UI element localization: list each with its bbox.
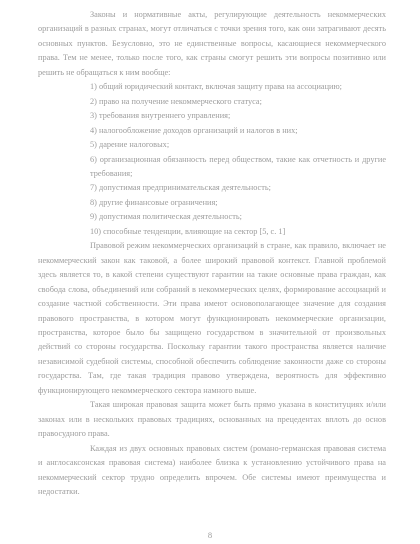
list-item: 10) способные тенденции, влияющие на сектор [5, с. 1] [90, 226, 286, 236]
list-item: 7) допустимая предпринимательская деятельность; [90, 183, 271, 193]
document-body [38, 8, 386, 499]
list-item: 1) общий юридический контакт, включая защиту права на ассоциацию; [90, 82, 342, 92]
list-item: 6) организационная обязанность перед обществом, такие как отчетность и другие требования; [90, 154, 386, 178]
list-item: 9) допустимая политическая деятельность; [90, 212, 242, 222]
body-paragraph: Такая широкая правовая защита может быть прямо указана в конституциях и/или законах или в нескольких правовых традициях, основанных на прецедентах вплоть до основ правосудного права. [38, 400, 386, 439]
list-item: 2) право на получение некоммерческого статуса; [90, 96, 262, 106]
intro-paragraph: Законы и нормативные акты, регулирующие деятельность некоммерческих организаций в разных странах, могут отличаться с точки зрения того, как они затрагивают десять основных пунктов. Безусловно, это не единственные вопросы, касающиеся некоммерческого права. Тем не менее, только после того, как страны смогут решить эти вопросы позитивно или решить не обращаться к ним вообще: [38, 10, 386, 77]
list-item: 3) требования внутреннего управления; [90, 111, 231, 121]
list-item: 5) дарение налоговых; [90, 140, 170, 150]
body-paragraph: Каждая из двух основных правовых систем (романо-германская правовая система и англосаксонская правовая система) наиболее близка к установлению устойчивого права на некоммерческий сектор трудно определить впрочем. Обе системы имеют преимущества и недостатки. [38, 443, 386, 496]
page-number: 8 [207, 530, 213, 540]
body-paragraph: Правовой режим некоммерческих организаций в стране, как правило, включает не некоммерческий закон как таковой, а более широкий правовой контекст. Главной проблемой здесь является то, в какой степени существуют гарантии на такие основные права граждан, как свобода слова, объединений или собраний в некоммерческих целях, формирование ассоциаций и создание частной собственности. Эти права имеют основополагающее значение для создания правового пространства, в котором могут функционировать некоммерческие организации, пространства, которое было бы защищено государством в значительной от произвольных действий со стороны государства. Поскольку гарантии такого пространства является наличие независимой судебной системы, способной обеспечить соблюдение законности даже со стороны государства. Там, где такая традиция правово утверждена, вероятность для эффективно функционирующего некоммерческого сектора намного выше. [38, 241, 386, 395]
list-item: 8) другие финансовые ограничения; [90, 197, 218, 207]
list-item: 4) налогообложение доходов организаций и налогов в них; [90, 125, 298, 135]
